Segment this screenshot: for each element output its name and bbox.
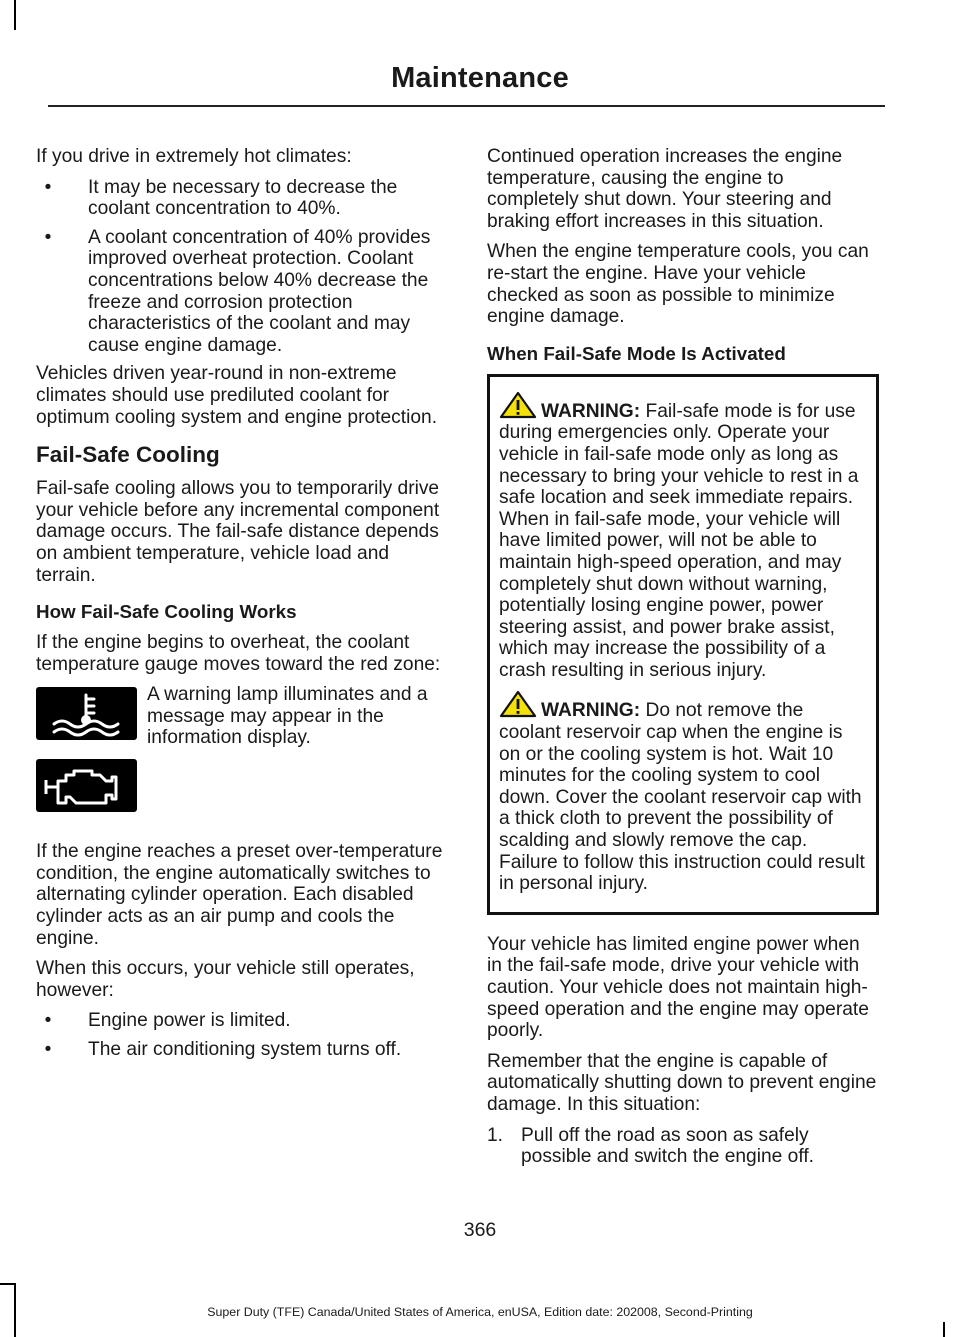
crop-mark-top-left — [14, 0, 16, 30]
right-column — [487, 146, 879, 1175]
warning-text: Fail-safe mode is for use during emergencies only. Operate your vehicle in fail-safe mode only as long as necessary to bring your vehicle to rest in a safe location and seek immediate repairs. When in fail-safe mode, your vehicle will have limited power, will not be able to maintain high-speed operation, and may completely shut down without warning, potentially losing engine power, power steering assist, and power brake assist, which may increase the possibility of a crash resulting in serious injury. — [499, 400, 859, 681]
failsafe-paragraph: Fail-safe cooling allows you to temporarily drive your vehicle before any incremental component damage occurs. The fail-safe distance depends on ambient temperature, vehicle load and terrain. — [36, 478, 440, 586]
limited-paragraph: Your vehicle has limited engine power when in the fail-safe mode, drive your vehicle with caution. Your vehicle does not maintain high-speed operation and the engine may operate poorly. — [487, 933, 869, 1042]
list-item-text: Engine power is limited. — [88, 1010, 291, 1032]
warning-coolant-cap — [499, 690, 869, 894]
warning-triangle-icon — [499, 391, 537, 419]
crop-mark-bottom-left-h — [0, 1283, 16, 1285]
continued-paragraph: Continued operation increases the engine temperature, causing the engine to completely shut down. Your steering and braking effort increases in this situation. — [487, 146, 843, 232]
list-item-text: A coolant concentration of 40% provides improved overheat protection. Coolant concentrations below 40% decrease the freeze and corrosion protection characteristics of the coolant and may cause engine damage. — [88, 226, 431, 356]
warning-failsafe — [499, 391, 869, 682]
left-column — [36, 146, 448, 1068]
warning-label: WARNING: — [541, 400, 641, 422]
overheat-paragraph: If the engine begins to overheat, the coolant temperature gauge moves toward the red zone: — [36, 632, 441, 675]
bullet-mark: • — [44, 1039, 52, 1061]
subheading-activated: When Fail-Safe Mode Is Activated — [487, 342, 786, 364]
list-item — [36, 227, 448, 357]
bullet-mark: • — [44, 176, 52, 198]
list-item-text: The air conditioning system turns off. — [88, 1039, 402, 1061]
coolant-temperature-warning-icon — [36, 687, 137, 740]
warning-lamp-row — [36, 684, 448, 831]
section-heading-failsafe: Fail-Safe Cooling — [36, 442, 220, 468]
remember-paragraph: Remember that the engine is capable of automatically shutting down to prevent engine damage. In this situation: — [487, 1050, 877, 1115]
prediluted-paragraph: Vehicles driven year-round in non-extreme climates should use prediluted coolant for optimum cooling system and engine protection. — [36, 363, 438, 428]
list-item-text: It may be necessary to decrease the coolant concentration to 40%. — [88, 176, 398, 220]
list-item-text: Pull off the road as soon as safely possible and switch the engine off. — [521, 1124, 814, 1168]
warning-label: WARNING: — [541, 700, 641, 722]
page-title: Maintenance — [391, 62, 569, 94]
crop-mark-bottom-right — [943, 1322, 945, 1337]
step-number: 1. — [487, 1124, 504, 1146]
bullet-mark: • — [44, 226, 52, 248]
list-item — [36, 1039, 448, 1061]
list-item — [487, 1125, 879, 1168]
warning-lamp-description: A warning lamp illuminates and a message may appear in the information display. — [147, 684, 428, 749]
warning-text: Do not remove the coolant reservoir cap when the engine is on or the cooling system is hot. Wait 10 minutes for the cooling system to cool down. Cover the coolant reservoir cap with a thick cloth to prevent the possibility of scalding and slowly remove the cap. Failure to follow this instruction could result in personal injury. — [499, 700, 865, 895]
list-item — [36, 177, 448, 220]
intro-text: If you drive in extremely hot climates: — [36, 146, 352, 167]
footer-text: Super Duty (TFE) Canada/United States of America, enUSA, Edition date: 202008, Second-Printing — [207, 1305, 753, 1319]
warning-box — [487, 374, 879, 915]
check-engine-icon — [36, 759, 137, 812]
cylinder-paragraph: If the engine reaches a preset over-temperature condition, the engine automatically switches to alternating cylinder operation. Each disabled cylinder acts as an air pump and cools the engine. — [36, 841, 443, 949]
cools-paragraph: When the engine temperature cools, you can re-start the engine. Have your vehicle checked as soon as possible to minimize engine damage. — [487, 241, 869, 328]
page-number: 366 — [463, 1219, 497, 1241]
header-divider — [48, 105, 885, 107]
bullet-mark: • — [44, 1010, 52, 1032]
subheading-how-it-works: How Fail-Safe Cooling Works — [36, 601, 297, 623]
occurs-paragraph: When this occurs, your vehicle still operates, however: — [36, 958, 415, 1001]
warning-triangle-icon — [499, 690, 537, 718]
list-item — [36, 1010, 448, 1032]
